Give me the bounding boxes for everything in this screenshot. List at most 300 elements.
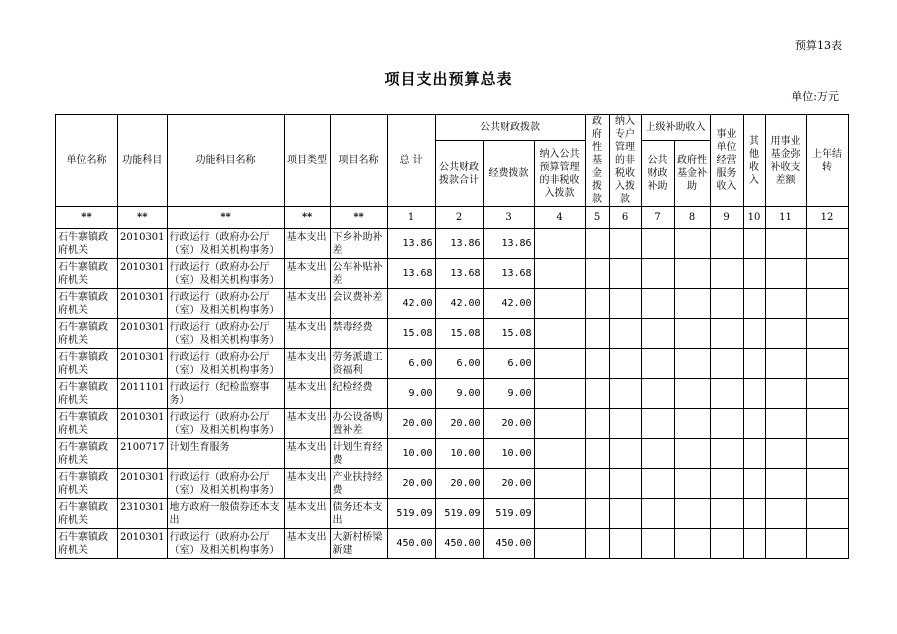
public-total-cell [435, 379, 483, 409]
proj-type-cell [284, 349, 330, 379]
empty-cell [674, 259, 710, 289]
empty-cell [743, 499, 765, 529]
empty-cell [710, 229, 743, 259]
func-name-cell-text: 行政运行（政府办公厅（室）及相关机构事务） [169, 321, 280, 346]
col-number: 9 [710, 207, 743, 229]
empty-cell [806, 499, 848, 529]
empty-cell [710, 469, 743, 499]
header-other-income: 其他收入 [743, 115, 765, 207]
public-total-cell-text: 6.00 [456, 358, 481, 369]
empty-cell [743, 349, 765, 379]
empty-cell [585, 529, 609, 559]
expense-cell [483, 409, 534, 439]
expense-cell [483, 379, 534, 409]
unit-name-cell-text: 石牛寨镇政府机关 [58, 531, 108, 556]
func-name-cell [167, 439, 284, 469]
total-cell [387, 319, 435, 349]
empty-cell [534, 469, 585, 499]
header-row-1 [56, 115, 849, 141]
proj-type-cell [284, 259, 330, 289]
proj-name-cell-text: 纪检经费 [332, 381, 373, 393]
total-cell-text: 10.00 [402, 448, 433, 459]
empty-cell [585, 319, 609, 349]
total-cell-text: 20.00 [402, 478, 433, 489]
unit-name-cell [56, 319, 118, 349]
header-special-non-tax: 纳入专户管理的非税收入拨款 [609, 115, 641, 207]
empty-cell [710, 319, 743, 349]
empty-cell [743, 259, 765, 289]
header-proj-type: 项目类型 [284, 115, 330, 207]
col-number: 4 [534, 207, 585, 229]
empty-cell [806, 259, 848, 289]
empty-cell [585, 229, 609, 259]
func-code-cell-text: 2310301 [120, 501, 165, 513]
proj-type-cell-text: 基本支出 [286, 351, 327, 363]
table-row [56, 379, 849, 409]
empty-cell [765, 379, 806, 409]
proj-name-cell-text: 劳务派遣工资福利 [332, 351, 383, 376]
header-public-subsidy: 公共财政补助 [641, 141, 674, 207]
unit-name-cell [56, 499, 118, 529]
proj-name-cell-text: 下乡补助补差 [332, 231, 383, 256]
expense-cell-text: 450.00 [495, 538, 532, 549]
proj-name-cell [330, 529, 387, 559]
expense-cell-text: 42.00 [501, 298, 532, 309]
func-code-cell [118, 409, 168, 439]
proj-name-cell [330, 409, 387, 439]
func-code-cell [118, 289, 168, 319]
proj-type-cell [284, 439, 330, 469]
proj-name-cell [330, 259, 387, 289]
expense-cell [483, 289, 534, 319]
table-row [56, 319, 849, 349]
empty-cell [674, 289, 710, 319]
public-total-cell [435, 529, 483, 559]
col-number: 1 [387, 207, 435, 229]
unit-name-cell [56, 409, 118, 439]
proj-type-cell [284, 499, 330, 529]
proj-type-cell [284, 319, 330, 349]
empty-cell [674, 529, 710, 559]
proj-type-cell-text: 基本支出 [286, 321, 327, 333]
empty-cell [674, 349, 710, 379]
expense-cell [483, 529, 534, 559]
empty-cell [585, 379, 609, 409]
empty-cell [609, 229, 641, 259]
empty-cell [534, 229, 585, 259]
func-name-cell [167, 229, 284, 259]
empty-cell [806, 229, 848, 259]
empty-cell [710, 409, 743, 439]
empty-cell [609, 439, 641, 469]
public-total-cell [435, 259, 483, 289]
table-row [56, 469, 849, 499]
func-code-cell-text: 2010301 [120, 291, 165, 303]
total-cell-text: 20.00 [402, 418, 433, 429]
proj-name-cell [330, 349, 387, 379]
empty-cell [743, 439, 765, 469]
empty-cell [806, 439, 848, 469]
public-total-cell-text: 450.00 [444, 538, 481, 549]
unit-name-cell [56, 439, 118, 469]
empty-cell [674, 379, 710, 409]
proj-name-cell-text: 大新村桥梁新建 [332, 531, 383, 556]
empty-cell [641, 289, 674, 319]
proj-type-cell-text: 基本支出 [286, 261, 327, 273]
empty-cell [585, 259, 609, 289]
header-superior-subsidy: 上级补助收入 [641, 115, 710, 141]
expense-cell-text: 20.00 [501, 418, 532, 429]
empty-cell [743, 319, 765, 349]
header-gov-fund-subsidy: 政府性基金补助 [674, 141, 710, 207]
expense-cell-text: 10.00 [501, 448, 532, 459]
empty-cell [534, 379, 585, 409]
empty-cell [641, 499, 674, 529]
proj-type-cell [284, 289, 330, 319]
proj-name-cell-text: 产业扶持经费 [332, 471, 383, 496]
empty-cell [609, 379, 641, 409]
empty-cell [743, 409, 765, 439]
empty-cell [743, 229, 765, 259]
public-total-cell-text: 42.00 [450, 298, 481, 309]
public-total-cell [435, 469, 483, 499]
expense-cell [483, 319, 534, 349]
public-total-cell [435, 289, 483, 319]
empty-cell [765, 469, 806, 499]
proj-name-cell [330, 469, 387, 499]
total-cell [387, 409, 435, 439]
total-cell-text: 13.68 [402, 268, 433, 279]
proj-name-cell-text: 会议费补差 [332, 291, 383, 303]
col-marker: ** [330, 207, 387, 229]
col-marker: ** [284, 207, 330, 229]
empty-cell [609, 499, 641, 529]
empty-cell [609, 289, 641, 319]
expense-cell [483, 439, 534, 469]
unit-name-cell-text: 石牛寨镇政府机关 [58, 231, 108, 256]
expense-cell-text: 20.00 [501, 478, 532, 489]
page-title: 项目支出预算总表 [384, 70, 513, 88]
table-row [56, 439, 849, 469]
proj-type-cell-text: 基本支出 [286, 381, 327, 393]
expense-cell [483, 229, 534, 259]
public-total-cell-text: 15.08 [450, 328, 481, 339]
table-row [56, 289, 849, 319]
func-code-cell [118, 349, 168, 379]
expense-cell [483, 259, 534, 289]
public-total-cell-text: 10.00 [450, 448, 481, 459]
func-name-cell [167, 469, 284, 499]
empty-cell [585, 349, 609, 379]
header-expense: 经费拨款 [483, 141, 534, 207]
proj-type-cell-text: 基本支出 [286, 411, 327, 423]
expense-cell-text: 13.86 [501, 238, 532, 249]
proj-type-cell [284, 409, 330, 439]
func-code-cell-text: 2011101 [120, 381, 165, 393]
col-number: 5 [585, 207, 609, 229]
total-cell-text: 9.00 [408, 388, 433, 399]
col-number: 2 [435, 207, 483, 229]
empty-cell [765, 499, 806, 529]
empty-cell [674, 229, 710, 259]
empty-cell [765, 319, 806, 349]
empty-cell [585, 289, 609, 319]
total-cell-text: 15.08 [402, 328, 433, 339]
func-code-cell-text: 2010301 [120, 351, 165, 363]
empty-cell [674, 469, 710, 499]
func-code-cell-text: 2010301 [120, 231, 165, 243]
column-number-row [56, 207, 849, 229]
expense-cell-text: 9.00 [507, 388, 532, 399]
empty-cell [641, 409, 674, 439]
total-cell [387, 259, 435, 289]
unit-name-cell [56, 289, 118, 319]
empty-cell [641, 469, 674, 499]
empty-cell [765, 259, 806, 289]
unit-name-cell-text: 石牛寨镇政府机关 [58, 501, 108, 526]
public-total-cell [435, 319, 483, 349]
empty-cell [585, 469, 609, 499]
func-code-cell [118, 529, 168, 559]
expense-cell [483, 499, 534, 529]
empty-cell [743, 289, 765, 319]
header-non-tax: 纳入公共预算管理的非税收入拨款 [534, 141, 585, 207]
header-gov-fund: 政府性基金拨款 [585, 115, 609, 207]
proj-name-cell [330, 229, 387, 259]
unit-name-cell [56, 229, 118, 259]
empty-cell [534, 409, 585, 439]
empty-cell [609, 529, 641, 559]
header-business-income: 事业单位经营服务收入 [710, 115, 743, 207]
func-name-cell-text: 行政运行（政府办公厅（室）及相关机构事务） [169, 531, 280, 556]
col-number: 12 [806, 207, 848, 229]
table-row [56, 349, 849, 379]
func-name-cell-text: 行政运行（政府办公厅（室）及相关机构事务） [169, 231, 280, 256]
unit-name-cell [56, 349, 118, 379]
header-proj-name: 项目名称 [330, 115, 387, 207]
expense-cell-text: 519.09 [495, 508, 532, 519]
func-code-cell-text: 2010301 [120, 411, 165, 423]
empty-cell [710, 349, 743, 379]
func-code-cell [118, 499, 168, 529]
proj-type-cell-text: 基本支出 [286, 441, 327, 453]
func-code-cell-text: 2010301 [120, 321, 165, 333]
header-total: 总 计 [387, 115, 435, 207]
empty-cell [585, 439, 609, 469]
unit-name-cell-text: 石牛寨镇政府机关 [58, 471, 108, 496]
proj-type-cell-text: 基本支出 [286, 231, 327, 243]
empty-cell [765, 229, 806, 259]
empty-cell [710, 289, 743, 319]
empty-cell [674, 499, 710, 529]
func-name-cell [167, 529, 284, 559]
proj-name-cell-text: 债务还本支出 [332, 501, 383, 526]
public-total-cell-text: 13.86 [450, 238, 481, 249]
public-total-cell [435, 439, 483, 469]
func-code-cell-text: 2010301 [120, 471, 165, 483]
col-number: 6 [609, 207, 641, 229]
total-cell-text: 42.00 [402, 298, 433, 309]
empty-cell [765, 529, 806, 559]
func-name-cell [167, 289, 284, 319]
func-code-cell-text: 2010301 [120, 531, 165, 543]
empty-cell [806, 379, 848, 409]
empty-cell [609, 319, 641, 349]
empty-cell [641, 529, 674, 559]
proj-type-cell-text: 基本支出 [286, 531, 327, 543]
header-public-total: 公共财政拨款合计 [435, 141, 483, 207]
empty-cell [534, 289, 585, 319]
func-name-cell-text: 地方政府一般债券还本支出 [169, 501, 280, 526]
empty-cell [806, 319, 848, 349]
empty-cell [806, 349, 848, 379]
col-marker: ** [167, 207, 284, 229]
empty-cell [585, 409, 609, 439]
func-code-cell [118, 229, 168, 259]
unit-label: 单位:万元 [791, 90, 839, 103]
expense-cell-text: 6.00 [507, 358, 532, 369]
table-row [56, 229, 849, 259]
proj-type-cell-text: 基本支出 [286, 471, 327, 483]
empty-cell [609, 349, 641, 379]
unit-name-cell-text: 石牛寨镇政府机关 [58, 351, 108, 376]
unit-name-cell-text: 石牛寨镇政府机关 [58, 411, 108, 436]
func-code-cell [118, 379, 168, 409]
proj-name-cell-text: 办公设备购置补差 [332, 411, 383, 436]
header-func-code: 功能科目 [118, 115, 168, 207]
func-code-cell-text: 2100717 [120, 441, 165, 453]
func-name-cell-text: 计划生育服务 [169, 441, 230, 453]
total-cell [387, 229, 435, 259]
empty-cell [710, 529, 743, 559]
public-total-cell [435, 409, 483, 439]
empty-cell [806, 409, 848, 439]
public-total-cell-text: 519.09 [444, 508, 481, 519]
empty-cell [765, 349, 806, 379]
empty-cell [806, 289, 848, 319]
unit-name-cell-text: 石牛寨镇政府机关 [58, 381, 108, 406]
col-marker: ** [118, 207, 168, 229]
total-cell [387, 529, 435, 559]
empty-cell [641, 439, 674, 469]
empty-cell [765, 439, 806, 469]
unit-name-cell [56, 379, 118, 409]
func-code-cell [118, 319, 168, 349]
empty-cell [765, 289, 806, 319]
unit-name-cell [56, 259, 118, 289]
proj-type-cell-text: 基本支出 [286, 501, 327, 513]
func-name-cell [167, 319, 284, 349]
public-total-cell-text: 13.68 [450, 268, 481, 279]
empty-cell [743, 469, 765, 499]
empty-cell [534, 529, 585, 559]
empty-cell [806, 529, 848, 559]
empty-cell [743, 529, 765, 559]
total-cell-text: 519.09 [396, 508, 433, 519]
table-row [56, 409, 849, 439]
unit-name-cell-text: 石牛寨镇政府机关 [58, 321, 108, 346]
total-cell [387, 499, 435, 529]
public-total-cell [435, 229, 483, 259]
expense-cell-text: 15.08 [501, 328, 532, 339]
col-marker: ** [56, 207, 118, 229]
unit-name-cell-text: 石牛寨镇政府机关 [58, 291, 108, 316]
func-name-cell [167, 409, 284, 439]
expense-cell-text: 13.68 [501, 268, 532, 279]
expense-cell [483, 469, 534, 499]
proj-name-cell-text: 公车补贴补差 [332, 261, 383, 286]
proj-name-cell-text: 禁毒经费 [332, 321, 373, 333]
empty-cell [710, 379, 743, 409]
col-number: 3 [483, 207, 534, 229]
empty-cell [641, 319, 674, 349]
func-code-cell [118, 259, 168, 289]
col-number: 7 [641, 207, 674, 229]
unit-name-cell-text: 石牛寨镇政府机关 [58, 441, 108, 466]
proj-type-cell [284, 229, 330, 259]
func-name-cell-text: 行政运行（纪检监察事务） [169, 381, 270, 406]
empty-cell [534, 439, 585, 469]
func-name-cell [167, 259, 284, 289]
func-name-cell-text: 行政运行（政府办公厅（室）及相关机构事务） [169, 261, 280, 286]
empty-cell [641, 379, 674, 409]
proj-name-cell [330, 439, 387, 469]
proj-name-cell [330, 379, 387, 409]
func-name-cell-text: 行政运行（政府办公厅（室）及相关机构事务） [169, 291, 280, 316]
func-code-cell-text: 2010301 [120, 261, 165, 273]
proj-type-cell-text: 基本支出 [286, 291, 327, 303]
empty-cell [641, 259, 674, 289]
total-cell [387, 289, 435, 319]
empty-cell [534, 349, 585, 379]
func-name-cell [167, 379, 284, 409]
col-number: 10 [743, 207, 765, 229]
empty-cell [609, 469, 641, 499]
func-name-cell [167, 499, 284, 529]
proj-type-cell [284, 529, 330, 559]
empty-cell [710, 499, 743, 529]
proj-name-cell [330, 499, 387, 529]
table-row [56, 499, 849, 529]
proj-type-cell [284, 469, 330, 499]
empty-cell [743, 379, 765, 409]
budget-table [55, 114, 849, 559]
empty-cell [765, 409, 806, 439]
unit-name-cell-text: 石牛寨镇政府机关 [58, 261, 108, 286]
empty-cell [609, 409, 641, 439]
total-cell [387, 349, 435, 379]
func-code-cell [118, 439, 168, 469]
empty-cell [674, 319, 710, 349]
empty-cell [674, 409, 710, 439]
empty-cell [710, 259, 743, 289]
header-fund-make-up: 用事业基金弥补收支差额 [765, 115, 806, 207]
col-number: 8 [674, 207, 710, 229]
empty-cell [609, 259, 641, 289]
expense-cell [483, 349, 534, 379]
table-row [56, 259, 849, 289]
empty-cell [534, 259, 585, 289]
header-unit-name: 单位名称 [56, 115, 118, 207]
empty-cell [534, 319, 585, 349]
empty-cell [674, 439, 710, 469]
total-cell-text: 6.00 [408, 358, 433, 369]
unit-name-cell [56, 529, 118, 559]
func-name-cell-text: 行政运行（政府办公厅（室）及相关机构事务） [169, 351, 280, 376]
proj-name-cell [330, 319, 387, 349]
func-code-cell [118, 469, 168, 499]
empty-cell [641, 229, 674, 259]
